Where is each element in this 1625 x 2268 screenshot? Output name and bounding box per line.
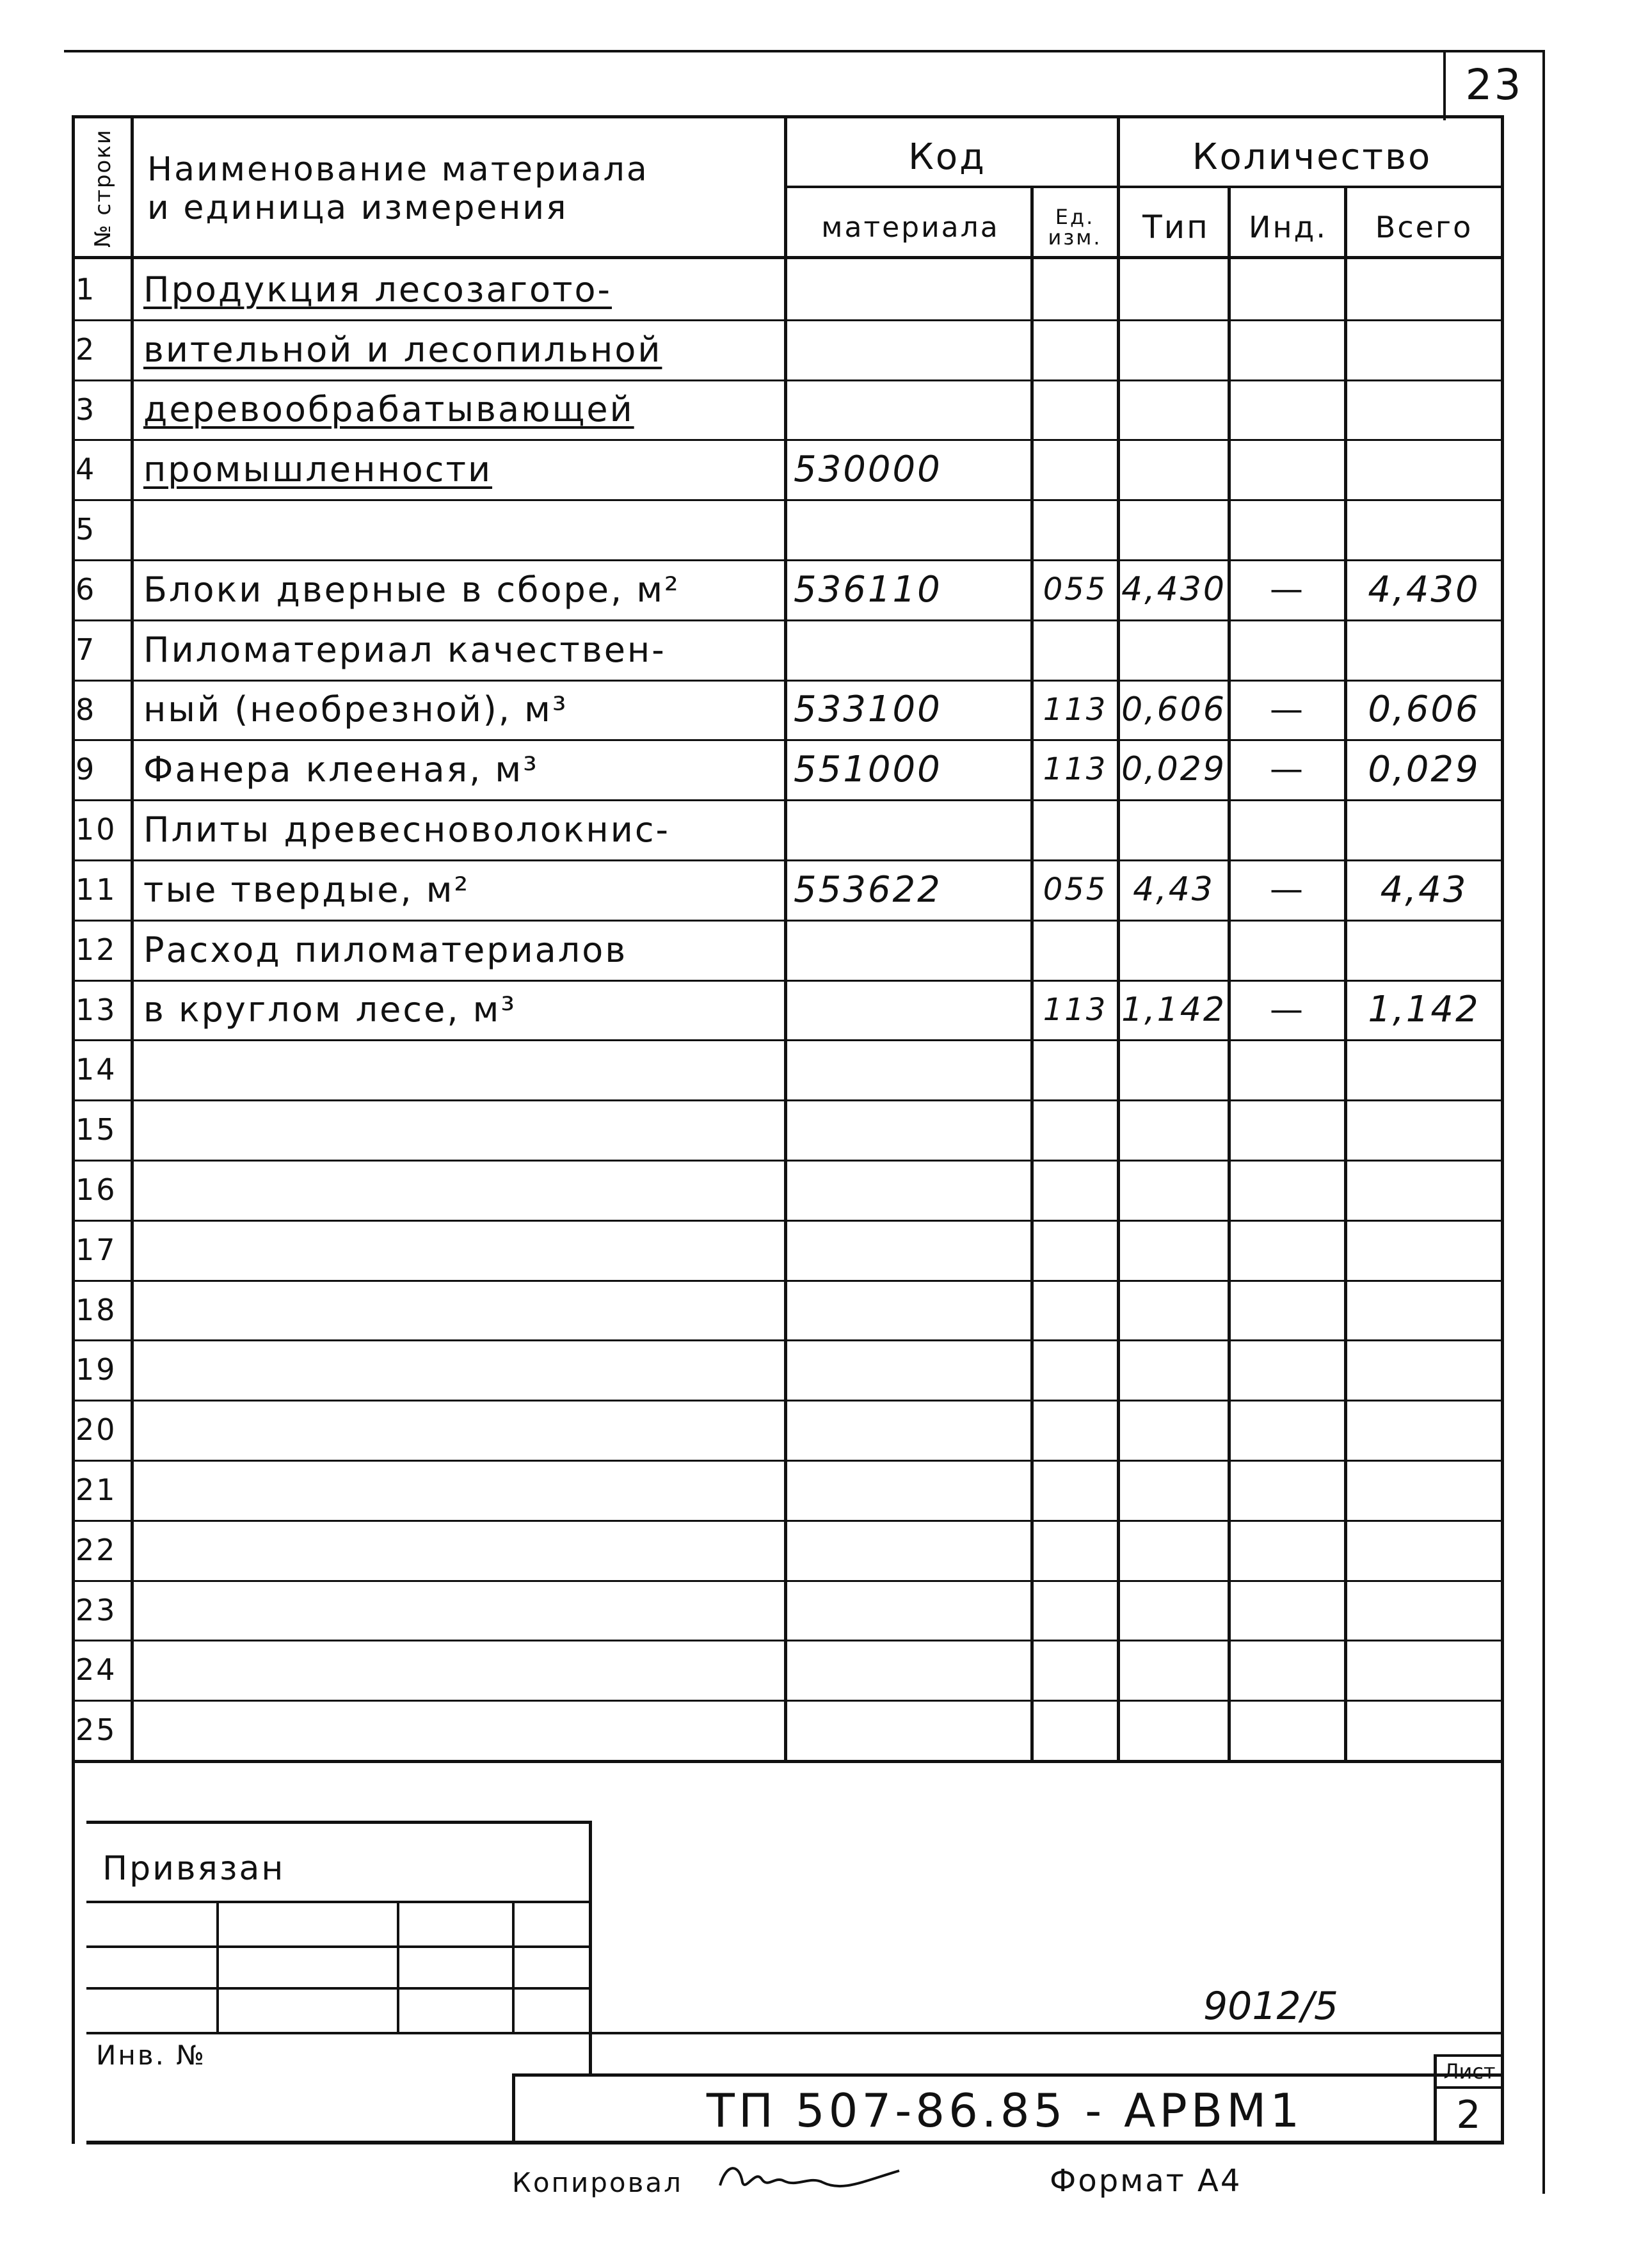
row-qty-ind: — [1270,870,1305,909]
row-name: ный (необрезной), м³ [143,689,568,730]
table-row [0,1160,1625,1220]
row-qty-type [1120,1400,1228,1460]
header-row-number [76,120,131,256]
row-qty-ind [1231,1099,1344,1160]
row-name [143,1099,780,1160]
row-code [794,1220,1027,1280]
row-qty-type [1120,1460,1228,1520]
table-row [0,1099,1625,1160]
table-row [0,1520,1625,1580]
header-quantity: Количество [1192,136,1432,178]
table-row [0,1640,1625,1700]
row-qty-ind [1231,1160,1344,1220]
row-qty-ind [1231,1039,1344,1099]
row-qty-total [1347,799,1501,859]
row-qty-total [1347,1640,1501,1700]
row-code [794,319,1027,379]
row-qty-type: 4,430 [1121,570,1226,609]
row-number: 7 [76,632,97,667]
doc-number-handwritten: 9012/5 [1203,1984,1339,2029]
row-qty-ind: — [1270,570,1305,609]
row-unit [1034,1700,1117,1760]
row-number: 20 [76,1412,117,1447]
sheet-label: Лист [1443,2059,1496,2084]
table-row [0,799,1625,859]
row-unit [1034,920,1117,980]
row-qty-total [1347,259,1501,319]
row-qty-total [1347,1280,1501,1339]
table-row [0,439,1625,499]
table-row [0,559,1625,619]
row-unit [1034,1220,1117,1280]
row-qty-total [1347,1580,1501,1640]
row-qty-type: 4,43 [1133,870,1215,909]
row-number: 21 [76,1473,117,1507]
row-qty-total [1347,319,1501,379]
row-unit [1034,619,1117,680]
row-name: промышленности [143,449,493,490]
row-number: 6 [76,572,97,607]
row-qty-ind [1231,799,1344,859]
row-unit [1034,1280,1117,1339]
row-number: 5 [76,512,97,547]
row-name [143,1460,780,1520]
row-unit: 113 [1043,691,1108,728]
row-qty-total [1347,439,1501,499]
row-unit [1034,259,1117,319]
row-code [794,799,1027,859]
bound-block-top [86,1821,592,1824]
row-unit [1034,1099,1117,1160]
row-unit [1034,799,1117,859]
title-block-left-line [512,2073,515,2144]
row-name [143,1160,780,1220]
table-row [0,619,1625,680]
row-unit [1034,1640,1117,1700]
row-qty-ind [1231,920,1344,980]
header-qty-type: Тип [1142,209,1210,246]
row-qty-type: 0,029 [1121,750,1226,788]
copied-label: Копировал [512,2166,683,2198]
row-qty-type [1120,1220,1228,1280]
row-qty-type [1120,1039,1228,1099]
sheet-value: 2 [1456,2093,1483,2137]
row-name [143,1400,780,1460]
row-unit [1034,1160,1117,1220]
sheet-box-left [1443,50,1446,120]
row-qty-type [1120,920,1228,980]
row-code [794,619,1027,680]
row-qty-type [1120,1700,1228,1760]
row-qty-ind [1231,1640,1344,1700]
title-block-top-line [512,2073,1504,2077]
bound-col-line-2 [397,1901,399,2032]
row-qty-type [1120,259,1228,319]
row-name [143,1220,780,1280]
row-number: 12 [76,932,117,967]
header-qty-total: Всего [1375,210,1473,244]
table-row [0,859,1625,920]
row-code: 551000 [794,748,942,790]
row-name [143,499,780,559]
row-code [794,1339,1027,1400]
row-qty-total: 4,430 [1368,568,1480,611]
row-code [794,1640,1027,1700]
designation: ТП 507-86.85 - АРВМ1 [706,2083,1304,2137]
copied-signature [714,2157,906,2201]
row-code [794,920,1027,980]
row-qty-total [1347,499,1501,559]
table-row [0,1700,1625,1760]
row-name [143,1280,780,1339]
header-code-material: материала [821,211,1000,244]
row-name [143,1640,780,1700]
row-qty-type [1120,619,1228,680]
row-code [794,379,1027,439]
row-code [794,1400,1027,1460]
table-row [0,1039,1625,1099]
row-qty-ind [1231,1400,1344,1460]
row-qty-type [1120,1520,1228,1580]
row-qty-type [1120,319,1228,379]
row-qty-ind [1231,319,1344,379]
row-qty-total [1347,1160,1501,1220]
row-name: Фанера клееная, м³ [143,749,539,790]
row-qty-ind [1231,1700,1344,1760]
bound-col-line-1 [216,1901,219,2032]
row-unit [1034,1039,1117,1099]
row-number: 23 [76,1592,117,1627]
row-code [794,1700,1027,1760]
bound-row-line-2 [86,1945,592,1948]
row-qty-total [1347,1460,1501,1520]
header-qty-ind: Инд. [1249,210,1327,244]
row-qty-ind [1231,1460,1344,1520]
row-name: Плиты древесноволокнис- [143,809,670,850]
table-row [0,920,1625,980]
table-row [0,1460,1625,1520]
table-row [0,1400,1625,1460]
row-number: 10 [76,812,117,847]
row-name: вительной и лесопильной [143,329,662,370]
bound-row-line-3 [86,1987,592,1990]
header-name-line2: и единица измерения [147,189,568,227]
row-code: 530000 [794,448,942,490]
row-qty-type [1120,1640,1228,1700]
row-unit: 113 [1043,991,1108,1028]
row-unit [1034,1339,1117,1400]
row-qty-type [1120,799,1228,859]
row-number: 9 [76,752,97,787]
row-qty-total [1347,619,1501,680]
row-name [143,1339,780,1400]
row-qty-type: 0,606 [1121,690,1226,729]
row-code [794,1039,1027,1099]
inv-label: Инв. № [96,2039,207,2071]
row-name [143,1700,780,1760]
header-code: Код [908,136,986,178]
row-unit [1034,319,1117,379]
header-sub-line-qty [1117,186,1501,188]
row-qty-ind [1231,499,1344,559]
row-number: 11 [76,872,117,907]
row-number: 14 [76,1052,117,1087]
row-qty-type [1120,1339,1228,1400]
row-qty-ind [1231,1339,1344,1400]
row-qty-ind [1231,1220,1344,1280]
row-qty-total: 1,142 [1368,989,1480,1030]
row-code: 533100 [794,689,942,730]
row-qty-total [1347,379,1501,439]
table-row [0,1220,1625,1280]
row-qty-ind: — [1270,690,1305,729]
row-qty-total [1347,920,1501,980]
row-unit [1034,1460,1117,1520]
row-unit [1034,439,1117,499]
row-number: 4 [76,452,97,486]
row-code [794,1580,1027,1640]
row-qty-type [1120,379,1228,439]
row-number: 3 [76,392,97,427]
row-name: Пиломатериал качествен- [143,629,666,670]
row-number: 22 [76,1533,117,1567]
row-qty-type [1120,499,1228,559]
row-qty-total [1347,1039,1501,1099]
row-code [794,259,1027,319]
table-row [0,379,1625,439]
row-qty-ind [1231,259,1344,319]
row-qty-ind [1231,439,1344,499]
row-code: 536110 [794,568,942,611]
table-row [0,1280,1625,1339]
row-qty-total [1347,1339,1501,1400]
header-row-number-text: № строки [90,129,116,248]
row-qty-ind: — [1270,990,1305,1029]
row-name: Продукция лесозагото- [143,269,612,310]
row-unit [1034,1400,1117,1460]
format-label: Формат А4 [1050,2162,1242,2199]
row-name: Блоки дверные в сборе, м² [143,569,680,610]
row-divider-line [72,1760,1502,1763]
row-qty-total [1347,1700,1501,1760]
row-qty-ind: — [1270,750,1305,788]
top-border-line [64,50,1542,52]
row-unit: 113 [1043,751,1108,787]
row-qty-total: 4,43 [1380,868,1468,911]
row-code [794,1280,1027,1339]
row-qty-total [1347,1400,1501,1460]
row-code [794,980,1027,1039]
row-code [794,1160,1027,1220]
row-qty-type [1120,439,1228,499]
table-row [0,980,1625,1039]
row-number: 13 [76,992,117,1027]
row-qty-ind [1231,1580,1344,1640]
table-row [0,259,1625,319]
row-qty-ind [1231,619,1344,680]
header-sub-line-code [784,186,1117,188]
row-number: 2 [76,332,97,367]
row-number: 1 [76,272,97,307]
row-code [794,1460,1027,1520]
row-code: 553622 [794,868,942,911]
bound-block-right [589,1821,592,2077]
table-row [0,1580,1625,1640]
row-unit: 055 [1043,872,1108,907]
row-name: деревообрабатывающей [143,389,634,429]
bound-label: Привязан [102,1849,285,1888]
row-code [794,499,1027,559]
row-name [143,1039,780,1099]
row-code [794,1520,1027,1580]
sheet-number-top: 23 [1465,60,1523,109]
row-qty-type [1120,1580,1228,1640]
row-name [143,1580,780,1640]
row-number: 24 [76,1652,117,1687]
row-unit [1034,499,1117,559]
row-number: 17 [76,1233,117,1267]
row-qty-total [1347,1520,1501,1580]
row-qty-ind [1231,1520,1344,1580]
row-qty-ind [1231,379,1344,439]
row-qty-type: 1,142 [1121,990,1226,1029]
header-name-line1: Наименование материала [147,150,649,189]
row-qty-total [1347,1099,1501,1160]
bound-col-line-3 [512,1901,515,2032]
row-qty-total: 0,029 [1368,748,1480,790]
table-row [0,319,1625,379]
row-name: тые твердые, м² [143,869,470,910]
row-qty-ind [1231,1280,1344,1339]
row-number: 19 [76,1352,117,1387]
row-qty-type [1120,1280,1228,1339]
header-unit: Ед. изм. [1048,205,1102,250]
row-number: 16 [76,1172,117,1207]
row-number: 18 [76,1292,117,1327]
bound-row-line-1 [86,1901,592,1903]
row-number: 8 [76,692,97,727]
row-name [143,1520,780,1580]
row-unit: 055 [1043,571,1108,607]
table-row [0,680,1625,739]
row-name: в круглом лесе, м³ [143,989,517,1030]
row-code [794,1099,1027,1160]
row-unit [1034,379,1117,439]
row-qty-total [1347,1220,1501,1280]
row-number: 25 [76,1713,117,1747]
bottom-border-line [86,2141,1504,2144]
row-unit [1034,1520,1117,1580]
table-row [0,739,1625,799]
row-number: 15 [76,1112,117,1147]
row-qty-type [1120,1099,1228,1160]
row-qty-total: 0,606 [1368,689,1480,730]
row-name: Расход пиломатериалов [143,929,628,970]
table-row [0,1339,1625,1400]
row-unit [1034,1580,1117,1640]
row-qty-type [1120,1160,1228,1220]
table-row [0,499,1625,559]
